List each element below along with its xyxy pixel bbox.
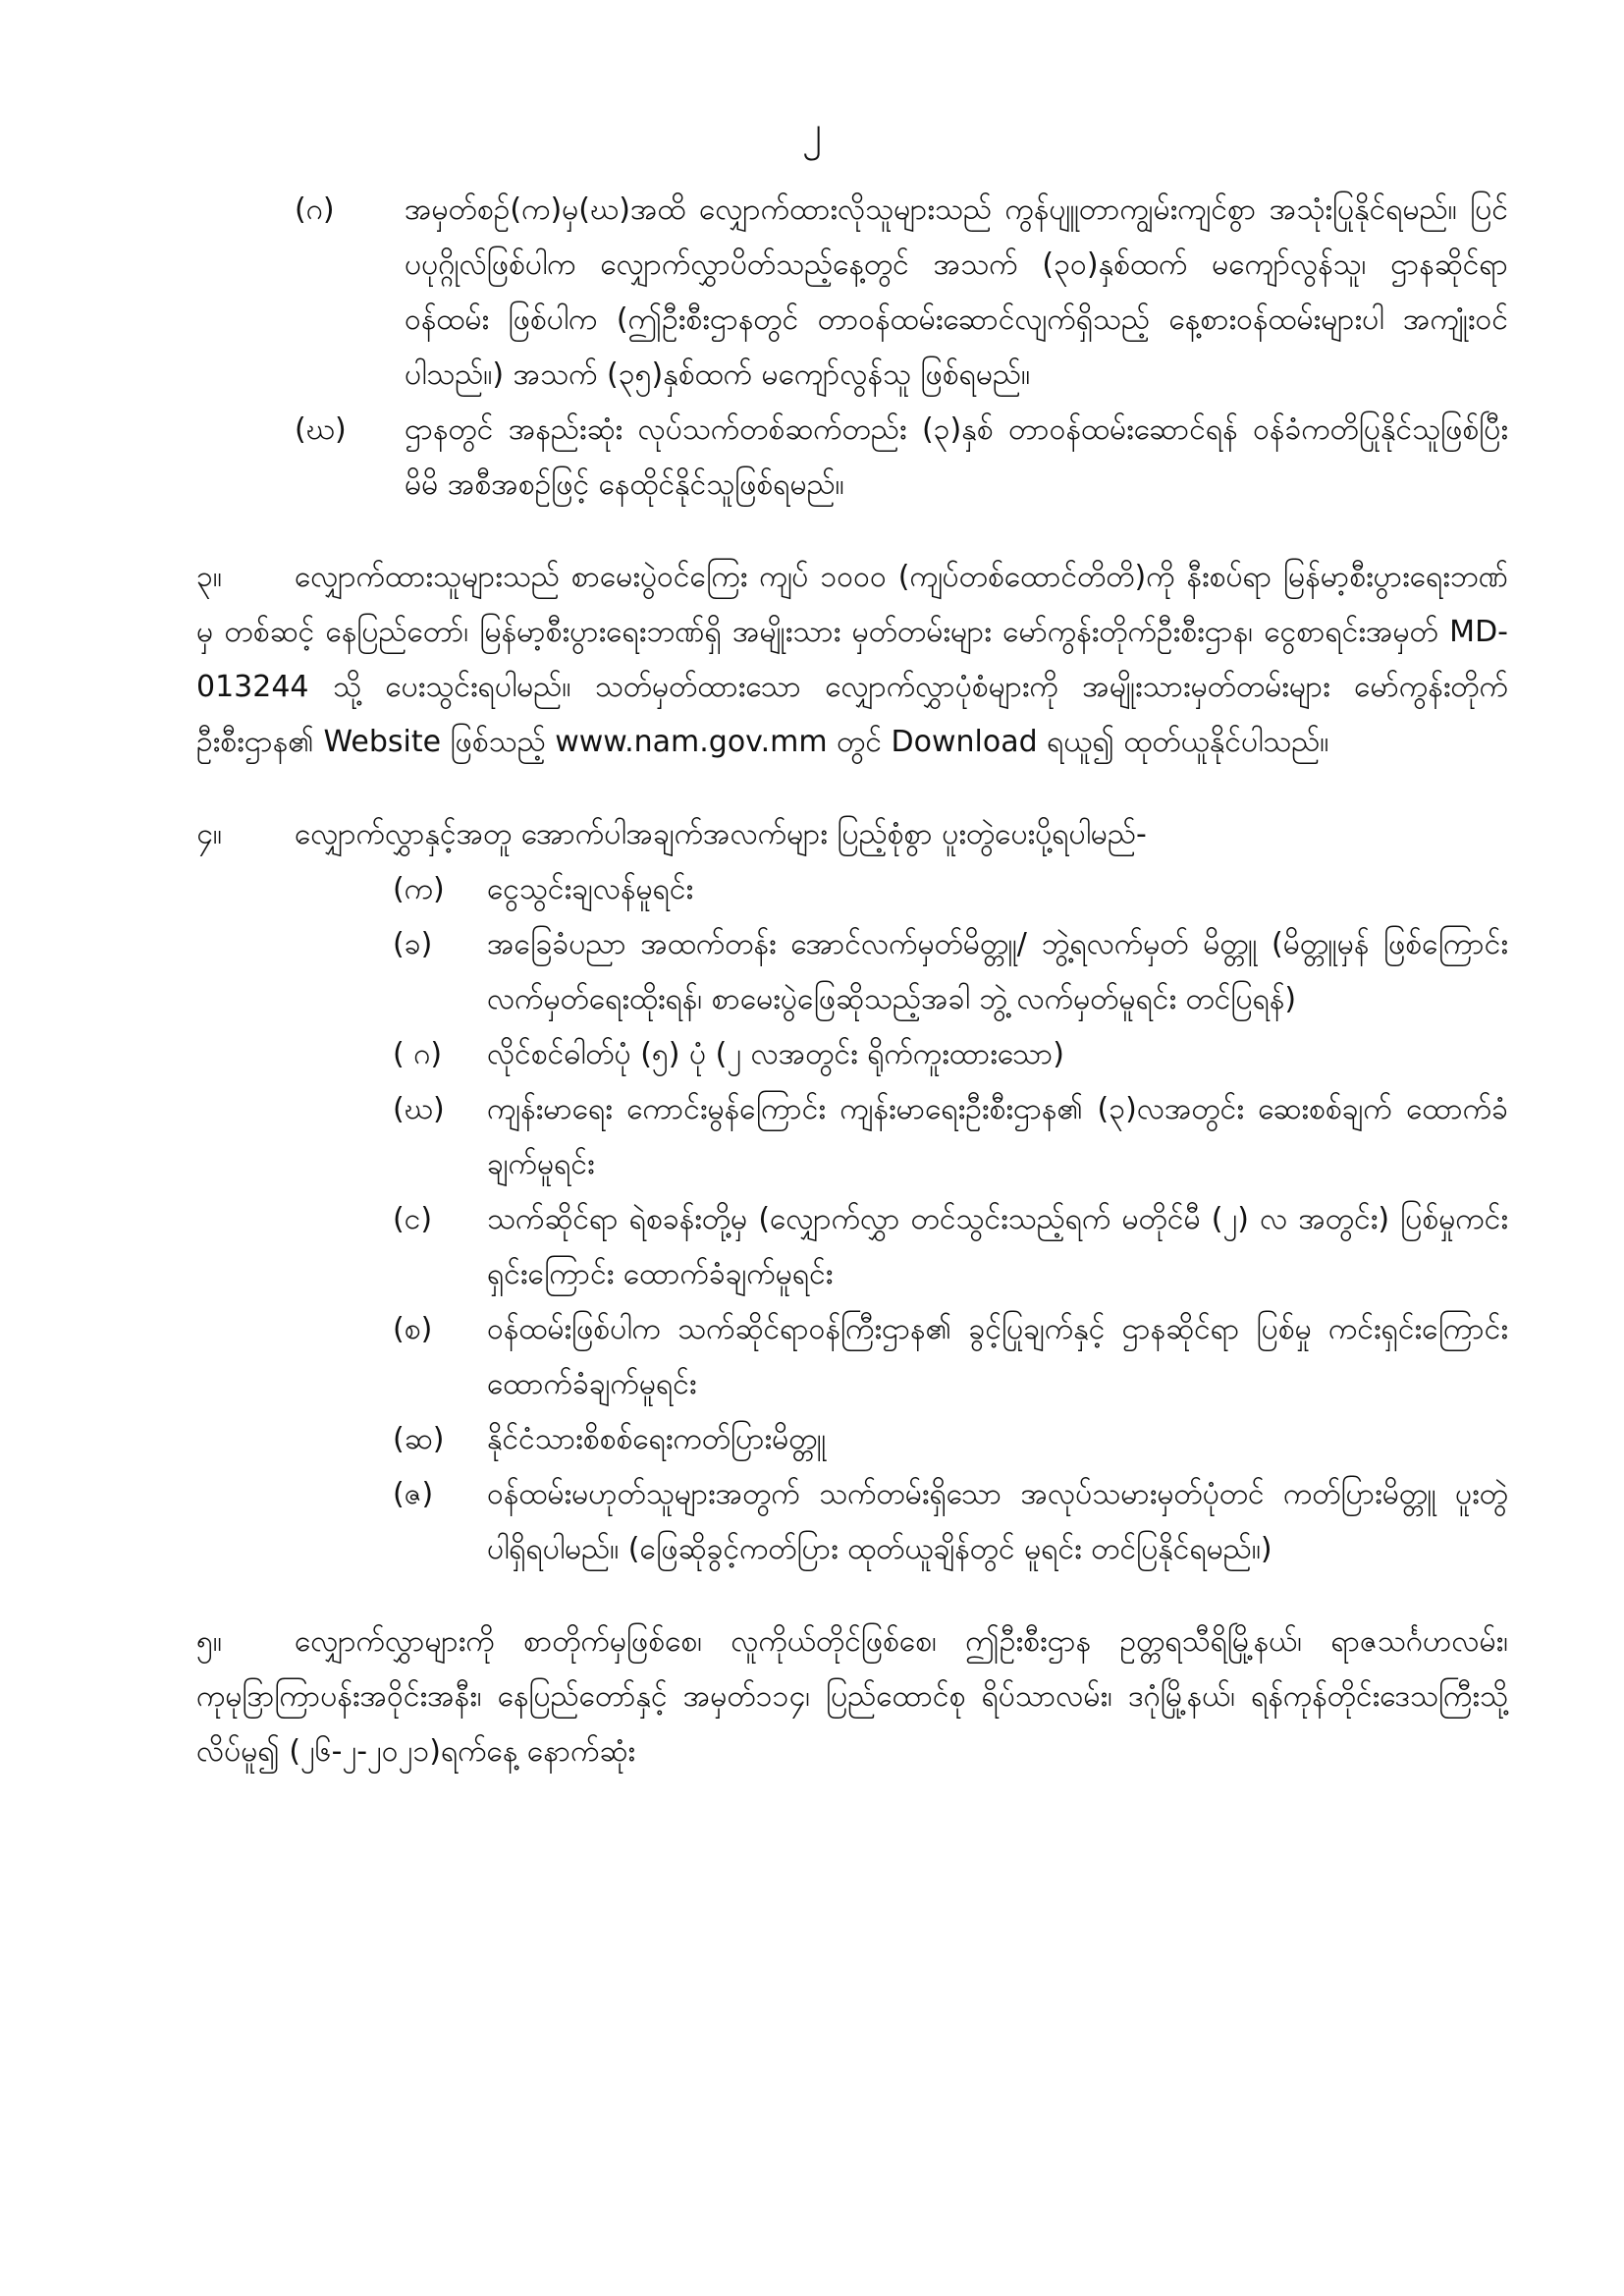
- attachment-item-nga: [196, 1192, 1508, 1302]
- attachment-item-gha: [196, 1082, 1508, 1192]
- list-item-gha: [196, 403, 1508, 513]
- paragraph-4: [196, 807, 1508, 862]
- list-item-text: ဌာနတွင် အနည်းဆုံး လုပ်သက်တစ်ဆက်တည်း (၃)နှစ် တာဝန်ထမ်းဆောင်ရန် ဝန်ခံကတိပြုနိုင်သူဖြစ်ပြီး မိမိ အစီအစဉ်ဖြင့် နေထိုင်နိုင်သူဖြစ်ရမည်။: [405, 412, 1508, 502]
- list-item-text: ဝန်ထမ်းဖြစ်ပါက သက်ဆိုင်ရာဝန်ကြီးဌာန၏ ခွင့်ပြုချက်နှင့် ဌာနဆိုင်ရာ ပြစ်မှု ကင်းရှင်းကြောင်း ထောက်ခံချက်မူရင်း: [487, 1312, 1508, 1401]
- list-item-text: ဝန်ထမ်းမဟုတ်သူများအတွက် သက်တမ်းရှိသော အလုပ်သမားမှတ်ပုံတင် ကတ်ပြားမိတ္တူ ပူးတွဲပါရှိရပါမည်။ (ဖြေဆိုခွင့်ကတ်ပြား ထုတ်ယူချိန်တွင် မူရင်း တင်ပြနိုင်ရမည်။): [487, 1477, 1508, 1566]
- list-marker: (ဃ): [393, 1092, 445, 1126]
- list-marker: (င): [393, 1202, 433, 1236]
- list-marker: ( ဂ): [393, 1037, 443, 1071]
- list-item-text: ကျန်းမာရေး ကောင်းမွန်ကြောင်း ကျန်းမာရေးဦးစီးဌာန၏ (၃)လအတွင်း ဆေးစစ်ချက် ထောက်ခံချက်မူရင်း: [487, 1092, 1508, 1181]
- attachment-item-ka: [196, 862, 1508, 917]
- list-marker: (ဇ): [393, 1477, 434, 1511]
- list-marker: (စ): [393, 1312, 433, 1346]
- document-body: [196, 183, 1508, 1779]
- list-marker: (ဃ): [295, 412, 347, 447]
- list-item-ga: [196, 183, 1508, 403]
- page-number: ၂: [802, 108, 822, 153]
- attachment-item-hsa: [196, 1412, 1508, 1467]
- list-marker: (ခ): [393, 927, 433, 961]
- list-marker: (ဂ): [295, 192, 335, 227]
- paragraph-number: ၅။: [196, 1624, 222, 1659]
- list-marker: (က): [393, 872, 445, 906]
- list-marker: (ဆ): [393, 1422, 445, 1456]
- paragraph-number: ၄။: [196, 817, 222, 851]
- paragraph-5: [196, 1614, 1508, 1779]
- list-item-text: အခြေခံပညာ အထက်တန်း အောင်လက်မှတ်မိတ္တူ/ ဘွဲ့ရလက်မှတ် မိတ္တူ (မိတ္တူမှန် ဖြစ်ကြောင်း လက်မှတ်ရေးထိုးရန်၊ စာမေးပွဲဖြေဆိုသည့်အခါ ဘွဲ့ လက်မှတ်မူရင်း တင်ပြရန်): [487, 927, 1508, 1016]
- list-item-text: သက်ဆိုင်ရာ ရဲစခန်းတို့မှ (လျှောက်လွှာ တင်သွင်းသည့်ရက် မတိုင်မီ (၂) လ အတွင်း) ပြစ်မှုကင်းရှင်းကြောင်း ထောက်ခံချက်မူရင်း: [487, 1202, 1508, 1291]
- paragraph-text: လျှောက်လွှာနှင့်အတူ အောက်ပါအချက်အလက်များ ပြည့်စုံစွာ ပူးတွဲပေးပို့ရပါမည်-: [295, 817, 1147, 851]
- list-item-text: ငွေသွင်းချလန်မူရင်း: [487, 872, 694, 906]
- list-item-text: လိုင်စင်ဓါတ်ပုံ (၅) ပုံ (၂ လအတွင်း ရိုက်ကူးထားသော): [487, 1037, 1064, 1071]
- attachment-item-za: [196, 1467, 1508, 1577]
- list-item-text: နိုင်ငံသားစိစစ်ရေးကတ်ပြားမိတ္တူ: [487, 1422, 827, 1456]
- paragraph-text: လျှောက်ထားသူများသည် စာမေးပွဲဝင်ကြေး ကျပ် ၁၀၀၀ (ကျပ်တစ်ထောင်တိတိ)ကို နီးစပ်ရာ မြန်မာ့စီးပွားရေးဘဏ်မှ တစ်ဆင့် နေပြည်တော်၊ မြန်မာ့စီးပွားရေးဘဏ်ရှိ အမျိုးသား မှတ်တမ်းများ မော်ကွန်းတိုက်ဦးစီးဌာန၊ ငွေစာရင်းအမှတ် MD-013244 သို့ ပေးသွင်းရပါမည်။ သတ်မှတ်ထားသော လျှောက်လွှာပုံစံများကို အမျိုးသားမှတ်တမ်းများ မော်ကွန်းတိုက်ဦးစီးဌာန၏ Website ဖြစ်သည့် www.nam.gov.mm တွင် Download ရယူ၍ ထုတ်ယူနိုင်ပါသည်။: [196, 560, 1508, 759]
- paragraph-text: လျှောက်လွှာများကို စာတိုက်မှဖြစ်စေ၊ လူကိုယ်တိုင်ဖြစ်စေ၊ ဤဦးစီးဌာန ဥတ္တရသီရိမြို့နယ်၊ ရာဇသင်္ဂဟလမ်း၊ ကုမုဒြာကြာပန်းအဝိုင်းအနီး၊ နေပြည်တော်နှင့် အမှတ်၁၁၄၊ ပြည်ထောင်စု ရိပ်သာလမ်း၊ ဒဂုံမြို့နယ်၊ ရန်ကုန်တိုင်းဒေသကြီးသို့ လိပ်မူ၍ (၂၆-၂-၂၀၂၁)ရက်နေ့ နောက်ဆုံး: [196, 1624, 1508, 1769]
- attachment-item-ga: [196, 1027, 1508, 1082]
- attachment-item-sa: [196, 1302, 1508, 1412]
- paragraph-number: ၃။: [196, 560, 222, 594]
- list-item-text: အမှတ်စဉ်(က)မှ(ဃ)အထိ လျှောက်ထားလိုသူများသည် ကွန်ပျူတာကျွမ်းကျင်စွာ အသုံးပြုနိုင်ရမည်။ ပြင်ပပုဂ္ဂိုလ်ဖြစ်ပါက လျှောက်လွှာပိတ်သည့်နေ့တွင် အသက် (၃၀)နှစ်ထက် မကျော်လွန်သူ၊ ဌာနဆိုင်ရာဝန်ထမ်း ဖြစ်ပါက (ဤဦးစီးဌာနတွင် တာဝန်ထမ်းဆောင်လျက်ရှိသည့် နေ့စားဝန်ထမ်းများပါ အကျုံးဝင်ပါသည်။) အသက် (၃၅)နှစ်ထက် မကျော်လွန်သူ ဖြစ်ရမည်။: [405, 192, 1508, 392]
- attachment-item-kha: [196, 917, 1508, 1027]
- paragraph-3: [196, 550, 1508, 770]
